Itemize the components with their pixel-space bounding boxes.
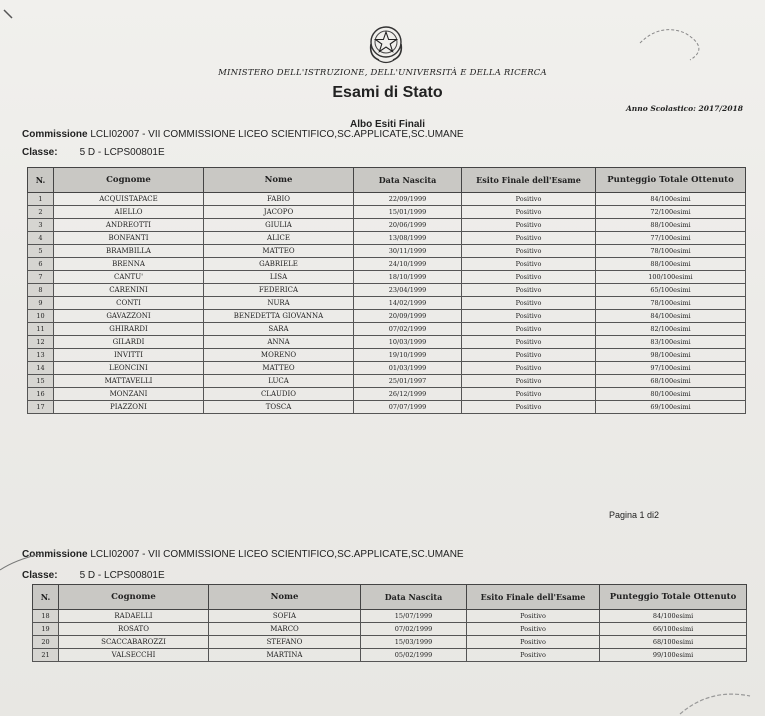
- albo-title: Albo Esiti Finali: [349, 119, 425, 130]
- cell-nome: MATTEO: [204, 362, 354, 375]
- cell-esito: Positivo: [462, 245, 596, 258]
- cell-data-nascita: 13/08/1999: [354, 232, 462, 245]
- col-header-nome: Nome: [209, 585, 361, 610]
- row-number: 14: [28, 362, 54, 375]
- cell-nome: JACOPO: [204, 206, 354, 219]
- cell-cognome: MONZANI: [54, 388, 204, 401]
- cell-punteggio: 99/100esimi: [600, 649, 747, 662]
- classe-line: [22, 147, 165, 158]
- cell-nome: STEFANO: [209, 636, 361, 649]
- col-header-data-nascita: Data Nascita: [354, 168, 462, 193]
- cell-data-nascita: 19/10/1999: [354, 349, 462, 362]
- cell-esito: Positivo: [462, 388, 596, 401]
- row-number: 6: [28, 258, 54, 271]
- cell-esito: Positivo: [467, 610, 600, 623]
- col-header-data-nascita: Data Nascita: [361, 585, 467, 610]
- cell-cognome: SCACCABAROZZI: [59, 636, 209, 649]
- cell-punteggio: 82/100esimi: [596, 323, 746, 336]
- cell-esito: Positivo: [462, 323, 596, 336]
- col-header-esito: Esito Finale dell'Esame: [467, 585, 600, 610]
- table-row: [28, 310, 746, 323]
- page-number: Pagina 1 di2: [609, 510, 660, 520]
- cell-data-nascita: 26/12/1999: [354, 388, 462, 401]
- table-header-row: [28, 168, 746, 193]
- cell-data-nascita: 30/11/1999: [354, 245, 462, 258]
- table-row: [28, 193, 746, 206]
- cell-nome: LUCA: [204, 375, 354, 388]
- cell-punteggio: 68/100esimi: [596, 375, 746, 388]
- classe-value: 5 D - LCPS00801E: [79, 570, 165, 581]
- cell-punteggio: 98/100esimi: [596, 349, 746, 362]
- cell-nome: MARTINA: [209, 649, 361, 662]
- commission-line: [22, 129, 464, 140]
- cell-punteggio: 78/100esimi: [596, 245, 746, 258]
- cell-punteggio: 100/100esimi: [596, 271, 746, 284]
- cell-esito: Positivo: [462, 284, 596, 297]
- cell-data-nascita: 15/03/1999: [361, 636, 467, 649]
- table-row: [28, 258, 746, 271]
- table-row: [28, 336, 746, 349]
- results-table-page-1: [27, 167, 746, 414]
- cell-data-nascita: 14/02/1999: [354, 297, 462, 310]
- cell-nome: GIULIA: [204, 219, 354, 232]
- cell-esito: Positivo: [467, 649, 600, 662]
- cell-esito: Positivo: [462, 232, 596, 245]
- cell-esito: Positivo: [462, 349, 596, 362]
- row-number: 13: [28, 349, 54, 362]
- cell-data-nascita: 15/01/1999: [354, 206, 462, 219]
- table-row: [28, 375, 746, 388]
- cell-esito: Positivo: [462, 219, 596, 232]
- row-number: 11: [28, 323, 54, 336]
- table-row: [33, 649, 747, 662]
- table-row: [33, 636, 747, 649]
- cell-nome: MATTEO: [204, 245, 354, 258]
- cell-punteggio: 72/100esimi: [596, 206, 746, 219]
- cell-nome: ANNA: [204, 336, 354, 349]
- cell-cognome: INVITTI: [54, 349, 204, 362]
- cell-data-nascita: 20/09/1999: [354, 310, 462, 323]
- row-number: 3: [28, 219, 54, 232]
- cell-data-nascita: 05/02/1999: [361, 649, 467, 662]
- cell-nome: CLAUDIO: [204, 388, 354, 401]
- classe-label: Classe:: [22, 147, 58, 158]
- col-header-n: N.: [33, 585, 59, 610]
- commission-label: Commissione: [22, 129, 88, 140]
- cell-cognome: LEONCINI: [54, 362, 204, 375]
- commission-line-page-2: [22, 549, 464, 560]
- cell-punteggio: 78/100esimi: [596, 297, 746, 310]
- cell-nome: FEDERICA: [204, 284, 354, 297]
- cell-data-nascita: 07/07/1999: [354, 401, 462, 414]
- table-row: [28, 349, 746, 362]
- cell-punteggio: 97/100esimi: [596, 362, 746, 375]
- row-number: 17: [28, 401, 54, 414]
- cell-cognome: VALSECCHI: [59, 649, 209, 662]
- cell-esito: Positivo: [462, 193, 596, 206]
- cell-cognome: CONTI: [54, 297, 204, 310]
- cell-nome: ALICE: [204, 232, 354, 245]
- row-number: 7: [28, 271, 54, 284]
- cell-esito: Positivo: [462, 375, 596, 388]
- row-number: 2: [28, 206, 54, 219]
- cell-nome: GABRIELE: [204, 258, 354, 271]
- table-row: [33, 610, 747, 623]
- table-row: [28, 297, 746, 310]
- page-title: Esami di Stato: [332, 84, 443, 101]
- cell-cognome: CARENINI: [54, 284, 204, 297]
- commission-value: LCLI02007 - VII COMMISSIONE LICEO SCIENTIFICO,SC.APPLICATE,SC.UMANE: [90, 549, 464, 560]
- classe-value: 5 D - LCPS00801E: [79, 147, 165, 158]
- cell-cognome: RADAELLI: [59, 610, 209, 623]
- row-number: 15: [28, 375, 54, 388]
- row-number: 10: [28, 310, 54, 323]
- cell-data-nascita: 07/02/1999: [354, 323, 462, 336]
- cell-cognome: BRAMBILLA: [54, 245, 204, 258]
- cell-data-nascita: 25/01/1997: [354, 375, 462, 388]
- row-number: 5: [28, 245, 54, 258]
- table-row: [33, 623, 747, 636]
- row-number: 21: [33, 649, 59, 662]
- page-fold-mark: [0, 550, 60, 590]
- col-header-esito: Esito Finale dell'Esame: [462, 168, 596, 193]
- cell-cognome: GHIRARDI: [54, 323, 204, 336]
- cell-nome: NURA: [204, 297, 354, 310]
- classe-label: Classe:: [22, 570, 58, 581]
- handwritten-scribble-mark: [630, 18, 730, 68]
- col-header-cognome: Cognome: [54, 168, 204, 193]
- table-row: [28, 219, 746, 232]
- cell-punteggio: 83/100esimi: [596, 336, 746, 349]
- cell-data-nascita: 10/03/1999: [354, 336, 462, 349]
- table-header-row: [33, 585, 747, 610]
- cell-nome: MARCO: [209, 623, 361, 636]
- col-header-n: N.: [28, 168, 54, 193]
- table-row: [28, 388, 746, 401]
- commission-value: LCLI02007 - VII COMMISSIONE LICEO SCIENTIFICO,SC.APPLICATE,SC.UMANE: [90, 129, 464, 140]
- cell-cognome: PIAZZONI: [54, 401, 204, 414]
- cell-punteggio: 80/100esimi: [596, 388, 746, 401]
- col-header-nome: Nome: [204, 168, 354, 193]
- cell-cognome: ACQUISTAPACE: [54, 193, 204, 206]
- school-year: Anno Scolastico: 2017/2018: [625, 104, 743, 113]
- cell-data-nascita: 20/06/1999: [354, 219, 462, 232]
- cell-esito: Positivo: [462, 271, 596, 284]
- table-row: [28, 401, 746, 414]
- cell-punteggio: 69/100esimi: [596, 401, 746, 414]
- table-row: [28, 206, 746, 219]
- row-number: 4: [28, 232, 54, 245]
- commission-label: Commissione: [22, 549, 88, 560]
- cell-nome: SARA: [204, 323, 354, 336]
- row-number: 16: [28, 388, 54, 401]
- results-table-page-2: [32, 584, 747, 662]
- cell-nome: MORENO: [204, 349, 354, 362]
- cell-esito: Positivo: [462, 297, 596, 310]
- cell-punteggio: 88/100esimi: [596, 258, 746, 271]
- cell-esito: Positivo: [462, 310, 596, 323]
- cell-punteggio: 84/100esimi: [596, 310, 746, 323]
- cell-punteggio: 65/100esimi: [596, 284, 746, 297]
- row-number: 1: [28, 193, 54, 206]
- cell-nome: BENEDETTA GIOVANNA: [204, 310, 354, 323]
- cell-punteggio: 66/100esimi: [600, 623, 747, 636]
- cell-esito: Positivo: [462, 206, 596, 219]
- cell-nome: FABIO: [204, 193, 354, 206]
- cell-punteggio: 84/100esimi: [600, 610, 747, 623]
- cell-nome: LISA: [204, 271, 354, 284]
- row-number: 12: [28, 336, 54, 349]
- col-header-punteggio: Punteggio Totale Ottenuto: [596, 168, 746, 193]
- cell-cognome: GAVAZZONI: [54, 310, 204, 323]
- row-number: 8: [28, 284, 54, 297]
- cell-punteggio: 88/100esimi: [596, 219, 746, 232]
- table-row: [28, 271, 746, 284]
- row-number: 19: [33, 623, 59, 636]
- cell-punteggio: 68/100esimi: [600, 636, 747, 649]
- col-header-punteggio: Punteggio Totale Ottenuto: [600, 585, 747, 610]
- cell-cognome: ROSATO: [59, 623, 209, 636]
- republic-emblem-icon: [366, 22, 406, 66]
- cell-esito: Positivo: [467, 636, 600, 649]
- cell-esito: Positivo: [462, 336, 596, 349]
- cell-nome: TOSCA: [204, 401, 354, 414]
- cell-esito: Positivo: [462, 258, 596, 271]
- row-number: 9: [28, 297, 54, 310]
- table-row: [28, 323, 746, 336]
- cell-nome: SOFIA: [209, 610, 361, 623]
- cell-data-nascita: 15/07/1999: [361, 610, 467, 623]
- cell-data-nascita: 23/04/1999: [354, 284, 462, 297]
- corner-stain-mark: [0, 0, 30, 30]
- table-row: [28, 245, 746, 258]
- cell-esito: Positivo: [462, 401, 596, 414]
- row-number: 20: [33, 636, 59, 649]
- cell-cognome: CANTU': [54, 271, 204, 284]
- table-row: [28, 362, 746, 375]
- cell-cognome: MATTAVELLI: [54, 375, 204, 388]
- ministry-name: MINISTERO DELL'ISTRUZIONE, DELL'UNIVERSITÀ E DELLA RICERCA: [218, 68, 547, 78]
- cell-data-nascita: 22/09/1999: [354, 193, 462, 206]
- cell-data-nascita: 18/10/1999: [354, 271, 462, 284]
- stamp-fragment-mark: [670, 686, 765, 716]
- cell-data-nascita: 24/10/1999: [354, 258, 462, 271]
- col-header-cognome: Cognome: [59, 585, 209, 610]
- cell-cognome: GILARDI: [54, 336, 204, 349]
- cell-cognome: BONFANTI: [54, 232, 204, 245]
- row-number: 18: [33, 610, 59, 623]
- cell-cognome: BRENNA: [54, 258, 204, 271]
- cell-punteggio: 84/100esimi: [596, 193, 746, 206]
- table-row: [28, 232, 746, 245]
- cell-data-nascita: 07/02/1999: [361, 623, 467, 636]
- cell-punteggio: 77/100esimi: [596, 232, 746, 245]
- cell-cognome: AIELLO: [54, 206, 204, 219]
- cell-esito: Positivo: [462, 362, 596, 375]
- table-row: [28, 284, 746, 297]
- cell-cognome: ANDREOTTI: [54, 219, 204, 232]
- cell-esito: Positivo: [467, 623, 600, 636]
- cell-data-nascita: 01/03/1999: [354, 362, 462, 375]
